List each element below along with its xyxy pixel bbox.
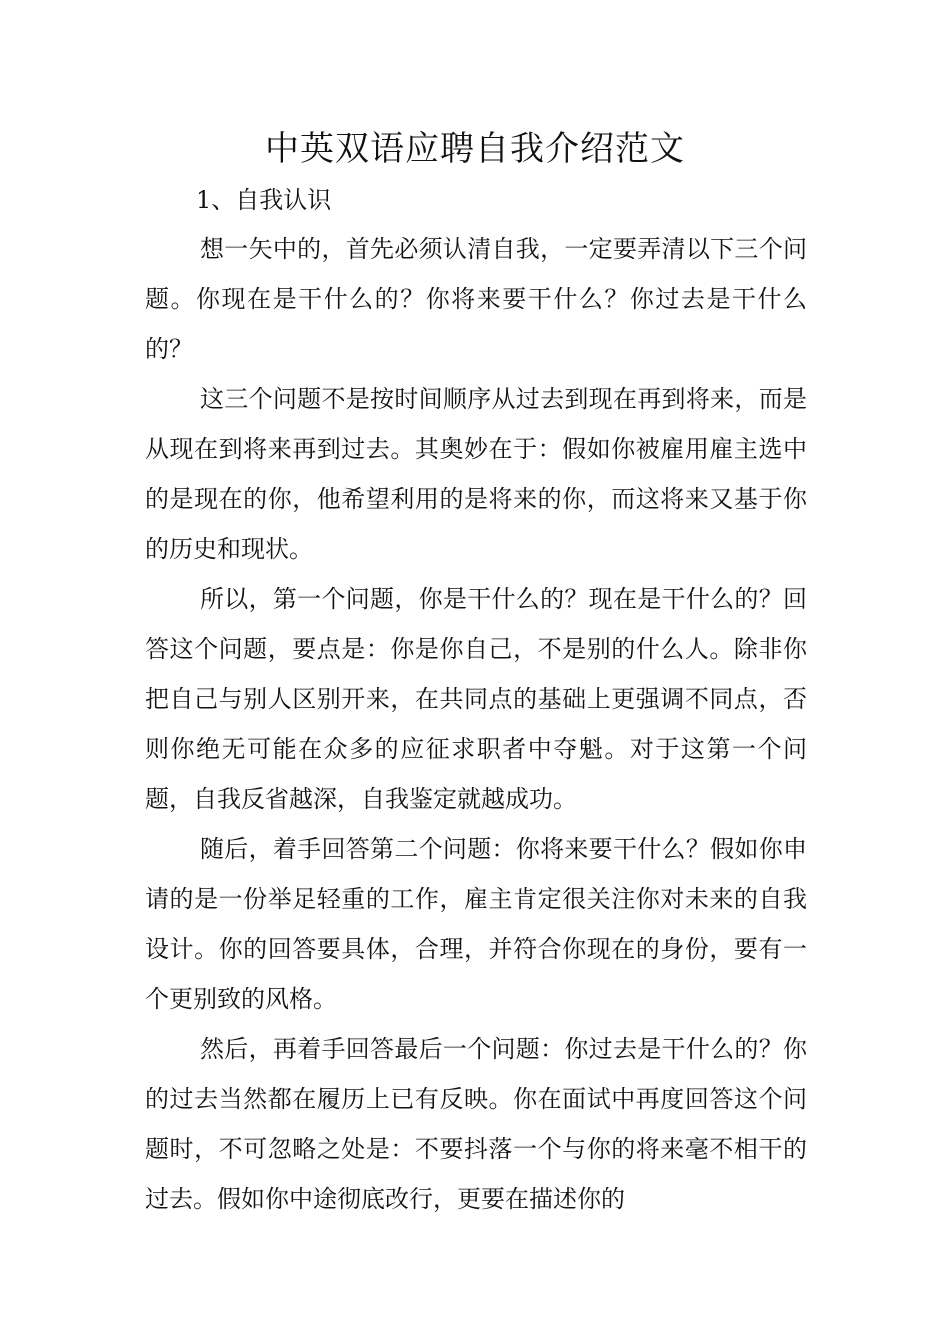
paragraph: 随后，着手回答第二个问题：你将来要干什么？假如你申请的是一份举足轻重的工作，雇主肯定很关注你对未来的自我设计。你的回答要具体，合理，并符合你现在的身份，要有一个更别致的风格。 [145,835,807,1013]
document-body [145,224,807,1224]
paragraph: 这三个问题不是按时间顺序从过去到现在再到将来，而是从现在到将来再到过去。其奥妙在于：假如你被雇用雇主选中的是现在的你，他希望利用的是将来的你，而这将来又基于你的历史和现状。 [145,385,807,563]
section-heading: 1、自我认识 [196,186,332,214]
paragraph: 想一矢中的，首先必须认清自我，一定要弄清以下三个问题。你现在是干什么的？你将来要干什么？你过去是干什么的？ [145,235,807,363]
document-title: 中英双语应聘自我介绍范文 [265,129,685,169]
paragraph: 然后，再着手回答最后一个问题：你过去是干什么的？你的过去当然都在履历上已有反映。你在面试中再度回答这个问题时，不可忽略之处是：不要抖落一个与你的将来毫不相干的过去。假如你中途彻底改行，更要在描述你的 [145,1035,807,1213]
paragraph: 所以，第一个问题，你是干什么的？现在是干什么的？回答这个问题，要点是：你是你自己，不是别的什么人。除非你把自己与别人区别开来，在共同点的基础上更强调不同点，否则你绝无可能在众多的应征求职者中夺魁。对于这第一个问题，自我反省越深，自我鉴定就越成功。 [145,585,807,813]
